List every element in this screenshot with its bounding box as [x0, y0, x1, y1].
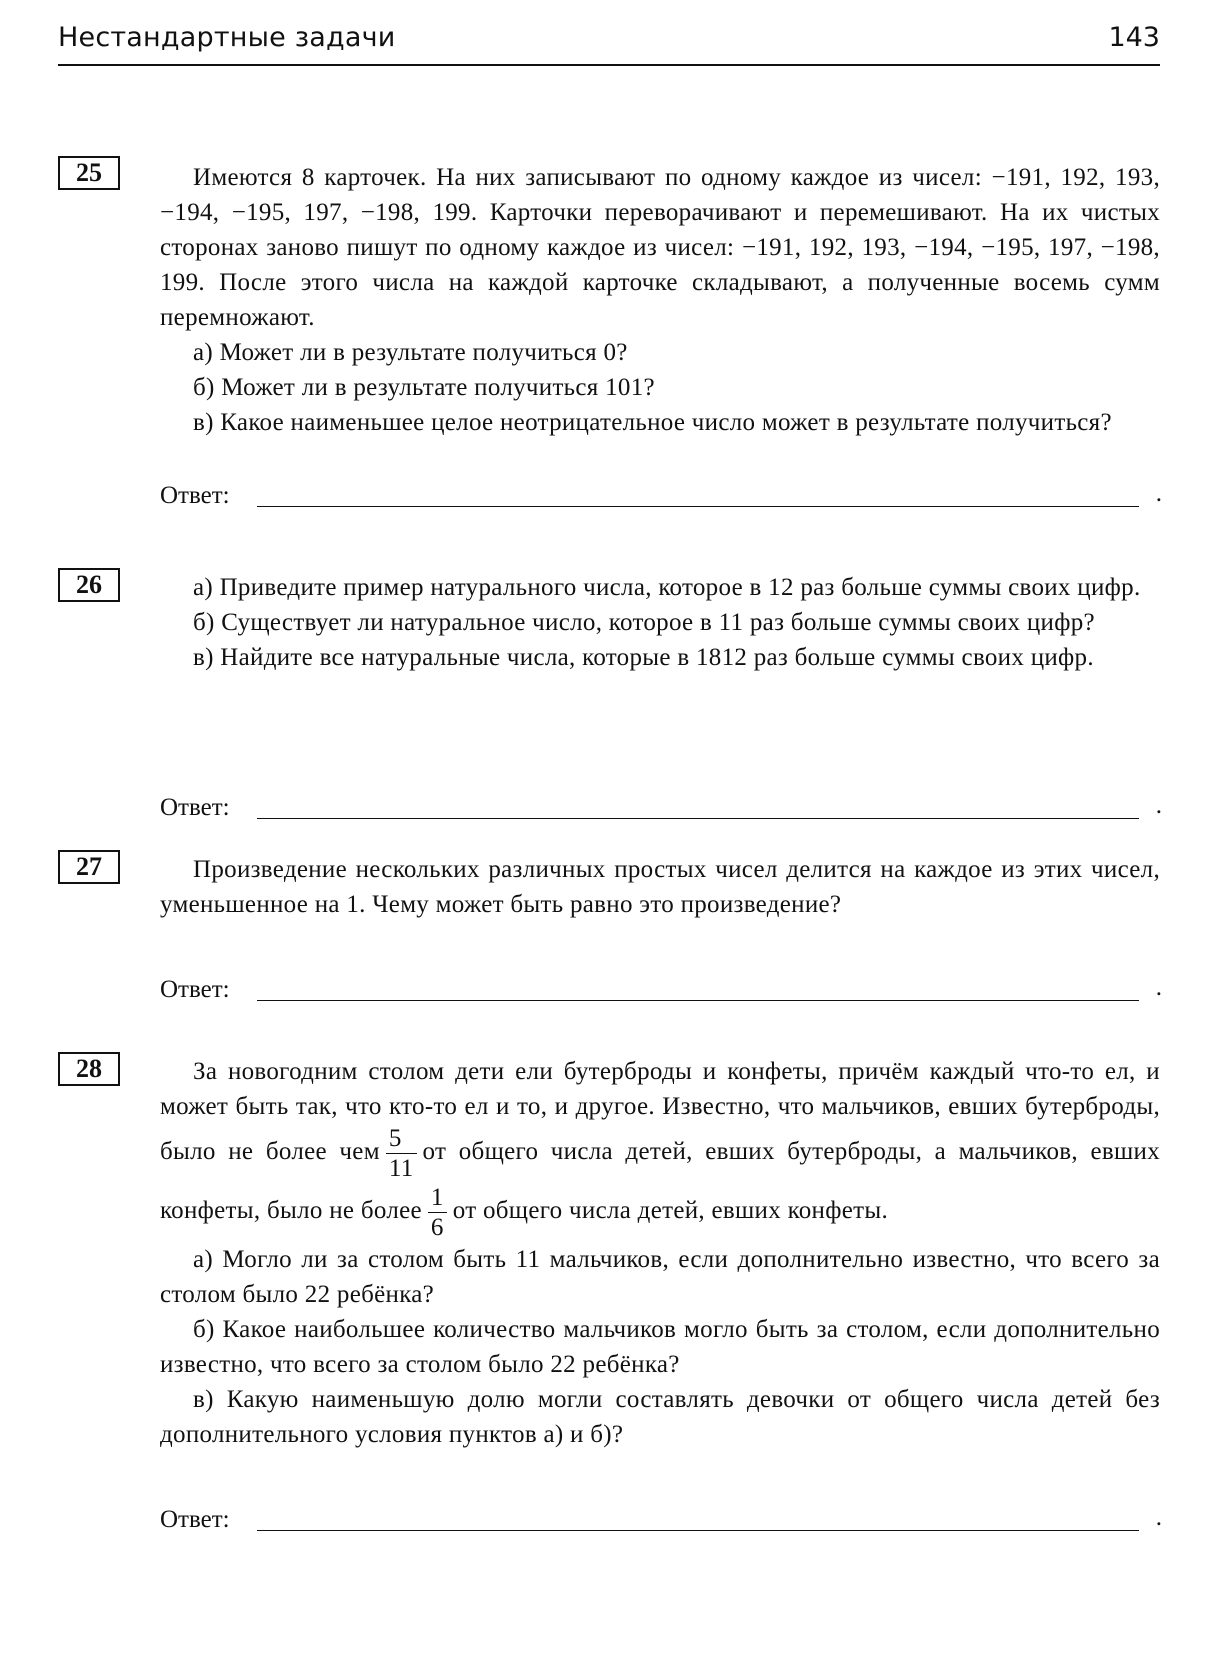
- page-number: 143: [1108, 22, 1160, 53]
- task-number-badge: 26: [58, 568, 120, 602]
- condition-text-2: от общего числа детей, евших бутерброды, а мальчиков, евших конфеты, было не более: [160, 1138, 1160, 1225]
- task-condition: [160, 1054, 1160, 1242]
- answer-end-dot: .: [1155, 1504, 1162, 1531]
- task-number-badge: 27: [58, 850, 120, 884]
- task-part-b: б) Какое наибольшее количество мальчиков могло быть за столом, если дополнительно известно, что всего за столом было 22 ребёнка?: [160, 1316, 1160, 1378]
- task-part-b: б) Может ли в результате получиться 101?: [193, 374, 655, 401]
- fraction-numerator: 5: [386, 1124, 417, 1154]
- answer-field[interactable]: [160, 478, 1162, 512]
- task-text: [160, 570, 1160, 675]
- task-part-c: в) Какое наименьшее целое неотрицательное число может в результате получиться?: [193, 409, 1112, 436]
- answer-field[interactable]: [160, 972, 1162, 1006]
- task-part-a: а) Может ли в результате получиться 0?: [193, 339, 628, 366]
- task-part-c: в) Какую наименьшую долю могли составлять девочки от общего числа детей без дополнительного условия пунктов а) и б)?: [160, 1386, 1160, 1448]
- fraction-1-6: [428, 1183, 447, 1242]
- answer-field[interactable]: [160, 1502, 1162, 1536]
- task-text: [160, 160, 1160, 440]
- task-part-b: б) Существует ли натуральное число, которое в 11 раз больше суммы своих цифр?: [193, 609, 1095, 636]
- task-number-badge: 25: [58, 156, 120, 190]
- answer-label: Ответ:: [160, 1506, 230, 1533]
- task-text: [160, 852, 1160, 922]
- answer-line[interactable]: [257, 1000, 1139, 1001]
- fraction-numerator: 1: [428, 1183, 447, 1213]
- answer-line[interactable]: [257, 818, 1139, 819]
- answer-end-dot: .: [1155, 792, 1162, 819]
- answer-label: Ответ:: [160, 976, 230, 1003]
- page-header: [58, 18, 1160, 66]
- task-part-c: в) Найдите все натуральные числа, которые в 1812 раз больше суммы своих цифр.: [193, 644, 1094, 671]
- condition-text-1: За новогодним столом дети ели бутерброды и конфеты, причём каждый что-то ел, и может быть так, что кто-то ел и то, и другое. Известно, что мальчиков, евших бутерброды, было не более чем: [160, 1058, 1160, 1166]
- answer-label: Ответ:: [160, 482, 230, 509]
- task-part-a: а) Приведите пример натурального числа, которое в 12 раз больше суммы своих цифр.: [193, 574, 1141, 601]
- answer-line[interactable]: [257, 506, 1139, 507]
- answer-end-dot: .: [1155, 480, 1162, 507]
- answer-end-dot: .: [1155, 974, 1162, 1001]
- task-text: [160, 1054, 1160, 1452]
- answer-line[interactable]: [257, 1530, 1139, 1531]
- task-part-a: а) Могло ли за столом быть 11 мальчиков, если дополнительно известно, что всего за столом было 22 ребёнка?: [160, 1246, 1160, 1308]
- fraction-denominator: 11: [388, 1155, 414, 1182]
- answer-field[interactable]: [160, 790, 1162, 824]
- task-number-badge: 28: [58, 1052, 120, 1086]
- task-condition: Имеются 8 карточек. На них записывают по одному каждое из чисел: −191, 192, 193, −194, −195, 197, −198, 199. Карточки переворачивают и перемешивают. На их чистых сторонах заново пишут по одному каждое из чисел: −191, 192, 193, −194, −195, 197, −198, 199. После этого числа на каждой карточке складывают, а полученные восемь сумм перемножают.: [160, 164, 1160, 331]
- task-condition: Произведение нескольких различных простых чисел делится на каждое из этих чисел, уменьшенное на 1. Чему может быть равно это произведение?: [160, 856, 1160, 918]
- section-title: Нестандартные задачи: [58, 22, 396, 53]
- fraction-5-11: [386, 1124, 417, 1183]
- answer-label: Ответ:: [160, 794, 230, 821]
- fraction-denominator: 6: [430, 1214, 444, 1241]
- condition-text-3: от общего числа детей, евших конфеты.: [452, 1197, 889, 1225]
